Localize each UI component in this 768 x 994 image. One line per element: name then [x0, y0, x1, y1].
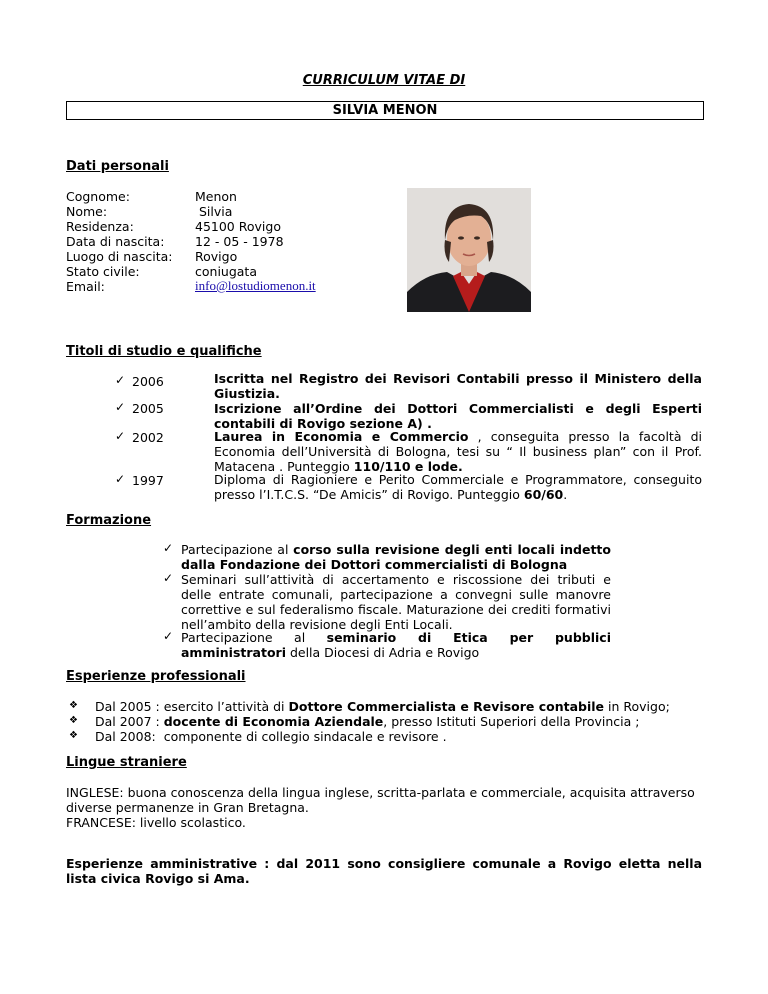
study-year: 1997 — [132, 473, 164, 488]
experience-item-docente — [95, 714, 639, 729]
study-year: 2005 — [132, 401, 164, 416]
training-item-seminari: Seminari sull’attività di accertamento e riscossione dei tributi e delle entrate comunali, partecipazione a convegni sulle manovre correttive e sul federalismo fiscale. Maturazione dei crediti formativi nell’ambito della revisione degli Enti Locali. — [181, 572, 611, 632]
study-year: 2006 — [132, 374, 164, 389]
experience-item1-post: in Rovigo; — [604, 699, 670, 714]
profile-photo — [407, 188, 531, 312]
check-mark-icon: ✓ — [163, 629, 174, 643]
check-mark-icon: ✓ — [163, 541, 174, 555]
studies-heading: Titoli di studio e qualifiche — [66, 344, 262, 359]
personal-value-name: Silvia — [195, 204, 233, 219]
personal-label: Luogo di nascita: — [66, 249, 173, 264]
diamond-bullet-icon: ❖ — [69, 700, 78, 711]
study-item-ordine-commercialisti: Iscrizione all’Ordine dei Dottori Commercialisti e degli Esperti contabili di Rovigo sezione A) . — [214, 401, 702, 431]
personal-label: Residenza: — [66, 219, 134, 234]
diploma-details: Diploma di Ragioniere e Perito Commerciale e Programmatore, conseguito presso l’I.T.C.S. “De Amicis” di Rovigo. Punteggio — [214, 472, 702, 502]
name-box: SILVIA MENON — [66, 101, 704, 120]
training-item3-pre: Partecipazione al — [181, 630, 327, 645]
personal-label: Nome: — [66, 204, 108, 219]
languages-heading: Lingue straniere — [66, 755, 187, 770]
personal-value-marital-status: coniugata — [195, 264, 257, 279]
check-mark-icon: ✓ — [115, 429, 126, 443]
training-heading: Formazione — [66, 513, 152, 528]
training-item1-bold: corso sulla revisione degli enti locali indetto dalla Fondazione dei Dottori commercialisti di Bologna — [181, 542, 611, 572]
check-mark-icon: ✓ — [115, 400, 126, 414]
personal-label: Cognome: — [66, 189, 130, 204]
training-item3-bold: seminario di Etica per pubblici amministratori — [181, 630, 611, 660]
language-english: INGLESE: buona conoscenza della lingua inglese, scritta-parlata e commerciale, acquisita attraverso diverse permanenze in Gran Bretagna. — [66, 785, 695, 815]
check-mark-icon: ✓ — [163, 571, 174, 585]
personal-value-birthplace: Rovigo — [195, 249, 238, 264]
training-item-corso-revisione — [181, 542, 611, 572]
experience-item1-pre: Dal 2005 : esercito l’attività di — [95, 699, 289, 714]
document-title: CURRICULUM VITAE DI — [302, 73, 466, 88]
study-item-registro-revisori: Iscritta nel Registro dei Revisori Contabili presso il Ministero della Giustizia. — [214, 371, 702, 401]
personal-label: Email: — [66, 279, 105, 294]
study-item-laurea — [214, 429, 702, 474]
personal-label: Data di nascita: — [66, 234, 165, 249]
portrait-image — [407, 188, 531, 312]
diploma-score: 60/60 — [523, 487, 564, 502]
personal-data-heading: Dati personali — [66, 159, 169, 174]
check-mark-icon: ✓ — [115, 472, 126, 486]
personal-value-birthdate: 12 - 05 - 1978 — [195, 234, 284, 249]
experience-item-commercialista — [95, 699, 670, 714]
personal-value-surname: Menon — [195, 189, 237, 204]
study-year: 2002 — [132, 430, 164, 445]
training-item3-rest: della Diocesi di Adria e Rovigo — [285, 645, 480, 660]
experience-item1-bold: Dottore Commercialista e Revisore contabile — [288, 699, 605, 714]
laurea-title: Laurea in Economia e Commercio — [214, 429, 469, 444]
diamond-bullet-icon: ❖ — [69, 715, 78, 726]
training-item-etica — [181, 630, 611, 660]
experience-item2-bold: docente di Economia Aziendale — [163, 714, 384, 729]
diamond-bullet-icon: ❖ — [69, 730, 78, 741]
experience-heading: Esperienze professionali — [66, 669, 246, 684]
laurea-score: 110/110 e lode. — [353, 459, 463, 474]
study-item-diploma — [214, 472, 702, 502]
experience-item-collegio: Dal 2008: componente di collegio sindacale e revisore . — [95, 729, 447, 744]
check-mark-icon: ✓ — [115, 373, 126, 387]
personal-value-residence: 45100 Rovigo — [195, 219, 281, 234]
email-link[interactable]: info@lostudiomenon.it — [195, 278, 316, 293]
diploma-end: . — [563, 487, 568, 502]
administrative-experience: Esperienze amministrative : dal 2011 sono consigliere comunale a Rovigo eletta nella lista civica Rovigo si Ama. — [66, 856, 702, 886]
language-french: FRANCESE: livello scolastico. — [66, 815, 246, 830]
training-item1-pre: Partecipazione al — [181, 542, 294, 557]
experience-item2-pre: Dal 2007 : — [95, 714, 164, 729]
laurea-details: , conseguita presso la facoltà di Economia dell’Università di Bologna, tesi su “ Il business plan” con il Prof. Matacena . Punteggio — [214, 429, 702, 474]
personal-label: Stato civile: — [66, 264, 140, 279]
experience-item2-post: , presso Istituti Superiori della Provincia ; — [383, 714, 640, 729]
